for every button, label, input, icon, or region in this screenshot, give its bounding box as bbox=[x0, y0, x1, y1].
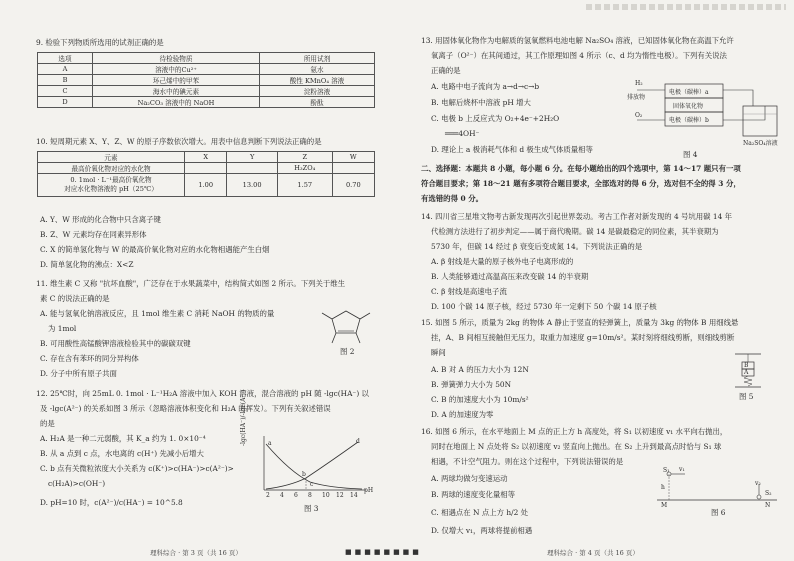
q12-point-label: c bbox=[310, 481, 314, 488]
fig4-label: O₂ bbox=[635, 112, 643, 119]
section-2-heading-line2: 符合题目要求；第 18～21 题有多项符合题目要求，全部选对的得 6 分，选对但不全的得 3 分， bbox=[421, 179, 741, 188]
q15-line: 瞬间 bbox=[431, 348, 446, 357]
q11-stem-line1: 11. 维生素 C 又称 "抗坏血酸"，广泛存在于水果蔬菜中，结构简式如图 2 所示。下列关于维生 bbox=[36, 279, 346, 288]
fig3-caption: 图 3 bbox=[304, 504, 319, 513]
fig4-label: Na₂SO₄溶液 bbox=[743, 140, 778, 147]
fig4-label: 排放物 bbox=[627, 94, 646, 101]
fig6-caption: 图 6 bbox=[711, 508, 726, 517]
q13-stem-line3: 正确的是 bbox=[431, 66, 461, 75]
q15-line: 挂，A、B 间相互接触但无压力，取重力加速度 g=10m/s²。某时刻将细线剪断，则细线剪断 bbox=[431, 333, 735, 342]
q12-xtick: 2 bbox=[266, 492, 270, 499]
fig6-label: v₁ bbox=[679, 466, 685, 473]
footer-page-3: 理科综合 · 第 3 页（共 16 页） bbox=[150, 549, 242, 557]
q10-cell bbox=[185, 163, 227, 174]
q9-cell: C bbox=[38, 86, 93, 97]
q9-cell: 海水中的碘元素 bbox=[93, 86, 260, 97]
q10-cell: H₃ZO₄ bbox=[277, 163, 332, 174]
q16-option: A. 两球均做匀变速运动 bbox=[431, 474, 508, 483]
q12-option: A. H₂A 是一种二元弱酸，其 K_a 约为 1. 0×10⁻⁴ bbox=[40, 434, 206, 443]
q10-row2-label bbox=[38, 174, 185, 197]
q16-option: B. 两球的速度变化量相等 bbox=[431, 490, 516, 499]
fig6-label: v₂ bbox=[755, 480, 761, 487]
vitamin-c-structure-figure bbox=[318, 305, 374, 347]
footer-page-4: 理科综合 · 第 4 页（共 16 页） bbox=[547, 549, 639, 557]
q11-option: D. 分子中所有原子共面 bbox=[40, 369, 117, 378]
q9-cell: 氨水 bbox=[260, 64, 375, 75]
q10-cell: 最高价氧化物对应的水化物 bbox=[38, 163, 185, 174]
q9-cell: D bbox=[38, 97, 93, 108]
fig6-label: S₁ bbox=[663, 467, 670, 474]
q9-header-cell: 待检验物质 bbox=[93, 53, 260, 64]
q15-option: D. A 的加速度为零 bbox=[431, 410, 494, 419]
fig5-caption: 图 5 bbox=[739, 392, 754, 401]
q14-option: A. β 射线是大量的原子核外电子电离形成的 bbox=[431, 257, 574, 266]
q9-table bbox=[37, 52, 375, 108]
q9-cell: Na₂CO₃ 溶液中的 NaOH bbox=[93, 97, 260, 108]
q12-point-label: b bbox=[302, 471, 306, 478]
q10-option: B. Z、W 元素均存在同素异形体 bbox=[40, 230, 147, 239]
q16-line: 同时在地面上 N 点处将 S₂ 以初速度 v₂ 竖直向上抛出。在 S₂ 上升到最高点时恰与 S₁ 球 bbox=[431, 442, 722, 451]
q13-option-cont: ═══4OH⁻ bbox=[445, 129, 480, 138]
q9-cell: B bbox=[38, 75, 93, 86]
q16-line: 16. 如图 6 所示，在水平地面上 M 点的正上方 h 高度处，将 S₁ 以初速度 v₁ 水平向右抛出， bbox=[421, 427, 728, 436]
q11-option: C. 存在含有苯环的同分异构体 bbox=[40, 354, 139, 363]
q12-xtick: 10 bbox=[322, 492, 330, 499]
fig4-caption: 图 4 bbox=[683, 150, 698, 159]
q16-option: D. 仅增大 v₁，两球将提前相遇 bbox=[431, 526, 533, 535]
q10-stem: 10. 短周期元素 X、Y、Z、W 的原子序数依次增大。用表中信息判断下列说法正确的是 bbox=[36, 137, 322, 146]
section-2-heading-line3: 有选错的得 0 分。 bbox=[421, 194, 484, 203]
q10-table bbox=[37, 151, 375, 197]
q13-option: A. 电路中电子流向为 a→d→c→b bbox=[431, 82, 540, 91]
q12-option: B. 从 a 点到 c 点，水电离的 c(H⁺) 先减小后增大 bbox=[40, 449, 204, 458]
q14-line: 代检测方法进行了初步判定——属于商代晚期。碳 14 是碳最稳定的同位素，其半衰期为 bbox=[431, 227, 719, 236]
fig2-caption: 图 2 bbox=[340, 347, 355, 356]
q16-option: C. 相遇点在 N 点上方 h/2 处 bbox=[431, 508, 529, 517]
q12-xaxis-label: pH bbox=[364, 487, 374, 494]
fuel-cell-diagram bbox=[635, 80, 785, 144]
q15-option: A. B 对 A 的压力大小为 12N bbox=[431, 365, 529, 374]
fig4-label: 固体氧化物 bbox=[673, 103, 704, 110]
q14-line: 14. 四川省三星堆文物考古新发现再次引起世界轰动。考古工作者对新发现的 4 号坑用碳 14 年 bbox=[421, 212, 733, 221]
fig6-label: S₂ bbox=[765, 490, 772, 497]
q12-option-cont: c(H₂A)>c(OH⁻) bbox=[48, 479, 106, 488]
q15-option: C. B 的加速度大小为 10m/s² bbox=[431, 395, 529, 404]
section-2-heading-line1: 二、选择题：本题共 8 小题，每小题 6 分。在每小题给出的四个选项中，第 14～17 题只有一项 bbox=[421, 164, 741, 173]
fig6-label: N bbox=[765, 502, 771, 509]
q12-stem-line1: 12. 25℃时，向 25mL 0. 1mol · L⁻¹H₂A 溶液中加入 KOH 溶液，混合溶液的 pH 随 -lgc(HA⁻) 以 bbox=[36, 389, 369, 398]
q9-cell: A bbox=[38, 64, 93, 75]
q12-point-label: d bbox=[356, 438, 360, 445]
q15-line: 15. 如图 5 所示，质量为 2kg 的物体 A 静止于竖直的轻弹簧上，质量为 3kg 的物体 B 用细线悬 bbox=[421, 318, 739, 327]
q10-row2-label-line2: 对应水化物溶液的 pH（25℃） bbox=[64, 185, 158, 193]
fig4-label: 电极（碳棒）a bbox=[669, 89, 709, 96]
q11-option: B. 可用酸性高锰酸钾溶液检验其中的碳碳双键 bbox=[40, 339, 191, 348]
fig6-label: h bbox=[661, 484, 665, 491]
q10-cell: 1.00 bbox=[185, 174, 227, 197]
q11-option-a-line2: 为 1mol bbox=[48, 324, 77, 333]
q13-stem-line2: 氧离子（O²⁻）在其间通过，其工作原理如图 4 所示（c、d 均为惰性电极）。下列有关说法 bbox=[431, 51, 727, 60]
q12-point-label: a bbox=[268, 440, 272, 447]
q12-xtick: 4 bbox=[280, 492, 284, 499]
q10-header-cell: W bbox=[332, 152, 374, 163]
q10-option: D. 简单氢化物的沸点：X<Z bbox=[40, 260, 134, 269]
q15-option: B. 弹簧弹力大小为 50N bbox=[431, 380, 512, 389]
fig5-label: B bbox=[744, 362, 749, 369]
q9-stem: 9. 检验下列物质所选用的试剂正确的是 bbox=[36, 38, 164, 47]
q14-option: D. 100 个碳 14 原子核，经过 5730 年一定剩下 50 个碳 14 原子核 bbox=[431, 302, 657, 311]
q13-stem-line1: 13. 用固体氧化物作为电解质的氢氧燃料电池电解 Na₂SO₄ 溶液，已知固体氧化物在高温下允许 bbox=[421, 36, 734, 45]
q14-line: 5730 年，但碳 14 经过 β 衰变后变成氮 14。下列说法正确的是 bbox=[431, 242, 643, 251]
q9-cell: 酚酞 bbox=[260, 97, 375, 108]
q10-cell bbox=[332, 163, 374, 174]
q12-stem-line3: 的是 bbox=[40, 419, 55, 428]
q10-cell: 0.70 bbox=[332, 174, 374, 197]
q10-cell bbox=[227, 163, 278, 174]
q9-cell: 酸性 KMnO₄ 溶液 bbox=[260, 75, 375, 86]
q9-cell: 溶液中的Cu²⁺ bbox=[93, 64, 260, 75]
q12-xtick: 14 bbox=[350, 492, 358, 499]
q10-option: C. X 的简单氢化物与 W 的最高价氧化物对应的水化物相遇能产生白烟 bbox=[40, 245, 270, 254]
q10-header-cell: 元素 bbox=[38, 152, 185, 163]
q14-option: B. 人类能够通过高温高压来改变碳 14 的半衰期 bbox=[431, 272, 589, 281]
q12-xtick: 6 bbox=[294, 492, 298, 499]
q10-cell: 1.57 bbox=[277, 174, 332, 197]
fig6-label: M bbox=[661, 502, 668, 509]
q11-stem-line2: 素 C 的说法正确的是 bbox=[40, 294, 110, 303]
q9-cell: 淀粉溶液 bbox=[260, 86, 375, 97]
fig5-label: A bbox=[744, 369, 749, 376]
q10-header-cell: Z bbox=[277, 152, 332, 163]
q10-header-cell: X bbox=[185, 152, 227, 163]
q12-option: C. b 点有关微粒浓度大小关系为 c(K⁺)>c(HA⁻)>c(A²⁻)> bbox=[40, 464, 234, 473]
q13-option: B. 电解后烧杯中溶液 pH 增大 bbox=[431, 98, 531, 107]
q10-header-cell: Y bbox=[227, 152, 278, 163]
fig4-label: H₂ bbox=[635, 80, 643, 87]
q13-option: D. 理论上 a 极消耗气体和 d 极生成气体质量相等 bbox=[431, 145, 593, 154]
q10-row2-label-line1: 0. 1mol · L⁻¹最高价氧化物 bbox=[70, 176, 152, 184]
q16-line: 相遇，不计空气阻力。则在这个过程中，下列说法错误的是 bbox=[431, 457, 624, 466]
q9-header-cell: 选项 bbox=[38, 53, 93, 64]
q12-option: D. pH=10 时，c(A²⁻)/c(HA⁻) = 10^5.8 bbox=[40, 498, 183, 507]
q9-cell: 环己烯中的甲苯 bbox=[93, 75, 260, 86]
q10-cell: 13.00 bbox=[227, 174, 278, 197]
q10-option: A. Y、W 形成的化合物中只含离子键 bbox=[40, 215, 161, 224]
q12-xtick: 12 bbox=[336, 492, 344, 499]
q12-stem-line2: 及 -lgc(A²⁻) 的关系如图 3 所示（忽略溶液体积变化和 H₂A 的挥发）。下列有关叙述错误 bbox=[40, 404, 331, 413]
page-4 bbox=[397, 0, 794, 561]
q11-option-a-line1: A. 能与氢氧化钠溶液反应，且 1mol 维生素 C 消耗 NaOH 的物质的量 bbox=[40, 309, 275, 318]
q12-yaxis-label: -lgc(HA⁻)/-lgc(A²⁻) bbox=[240, 389, 247, 446]
fig4-label: 电极（碳棒）b bbox=[669, 117, 709, 124]
page-divider-marks: ■■■■■■■■ bbox=[345, 548, 422, 556]
q9-header-cell: 所用试剂 bbox=[260, 53, 375, 64]
projectile-diagram bbox=[655, 470, 781, 504]
q13-option: C. 电极 b 上反应式为 O₂+4e⁻+2H₂O bbox=[431, 114, 560, 123]
q14-option: C. β 射线是高速电子流 bbox=[431, 287, 507, 296]
q12-xtick: 8 bbox=[308, 492, 312, 499]
